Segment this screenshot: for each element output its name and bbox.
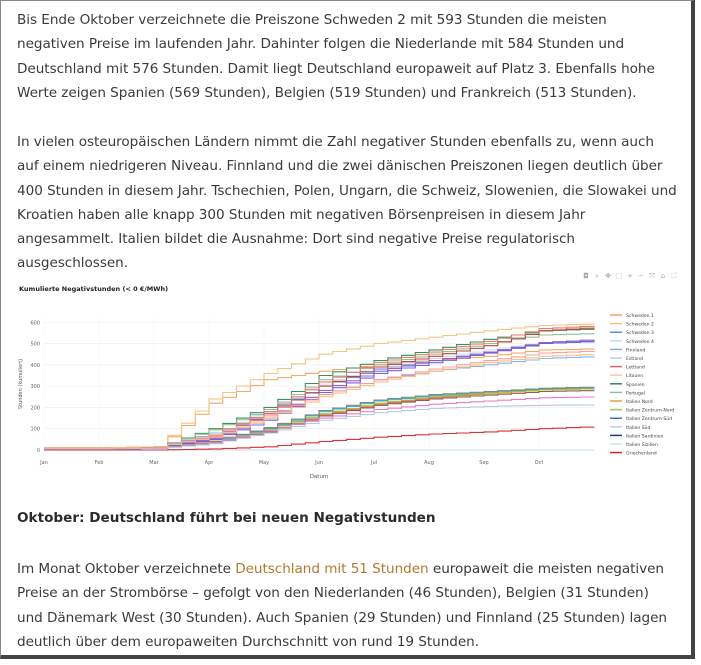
legend-entry[interactable]: Schweden 2 [626, 322, 654, 328]
y-tick-label: 500 [30, 341, 40, 348]
y-axis-title: Stunden (kumuliert) [18, 358, 24, 410]
legend-entry[interactable]: Schweden 1 [626, 314, 654, 319]
paragraph-october-lead: Im Monat Oktober verzeichnete [17, 561, 236, 577]
x-tick-label: Feb [94, 460, 104, 466]
legend-entry[interactable]: Italien Zentrum-Nord [626, 408, 675, 414]
x-tick-label: May [258, 460, 270, 466]
legend-entry[interactable]: Spanien [626, 382, 645, 388]
legend-entry[interactable]: Schweden 4 [626, 339, 654, 345]
legend-entry[interactable]: Italien Sardinien [626, 434, 664, 440]
legend-entry[interactable]: Litauen [626, 374, 644, 380]
paragraph-eastern-europe: In vielen osteuropäischen Ländern nimmt die Zahl negativer Stunden ebenfalls zu, wenn auch auf einem niedrigeren Niveau. Finnland und die zwei dänischen Preiszonen liegen deutlich über 400 Stunden in diesem Jahr. Tschechien, Polen, Ungarn, die Schweiz, Slowenien, die Slowakei und Kroatien haben alle knapp 300 Stunden mit negativen Börsenpreisen in diesem Jahr angesammelt. Italien bildet die Ausnahme: Dort sind negative Preise regulatorisch ausgeschlossen. [17, 134, 677, 272]
y-tick-label: 200 [30, 405, 40, 412]
zoom-icon[interactable]: ⌕ [595, 272, 599, 280]
reset-icon[interactable]: ⌂ [660, 272, 666, 280]
autoscale-icon[interactable]: ⤧ [649, 272, 655, 280]
x-tick-label: Mar [149, 460, 159, 466]
legend-entry[interactable]: Griechenland [626, 451, 657, 457]
x-axis-title: Datum [309, 474, 329, 480]
y-tick-label: 600 [30, 320, 40, 327]
paragraph-october-rest: europaweit die meisten negativen Preise an der Strombörse – gefolgt von den Niederlanden (46 Stunden), Belgien (31 Stunden) und Dänemark West (30 Stunden). Auch Spanien (29 Stunden) und Finnland (25 Stunden) lagen deutlich über dem europaweiten Durchschnitt von rund 19 Stunden. [17, 561, 667, 650]
chart-title: Kumulierte Negativstunden (< 0 €/MWh) [19, 285, 169, 293]
zoom-out-icon[interactable]: − [638, 272, 644, 280]
legend-entry[interactable]: Schweden 3 [626, 331, 654, 337]
section-subheading: Oktober: Deutschland führt bei neuen Negativstunden [17, 510, 436, 526]
select-icon[interactable]: ⬚ [615, 272, 623, 280]
zoom-in-icon[interactable]: + [627, 272, 633, 280]
legend-entry[interactable]: Estland [626, 357, 644, 362]
x-tick-label: Sep [479, 460, 489, 466]
camera-icon[interactable]: ◘ [583, 272, 589, 280]
deutschland-link[interactable]: Deutschland mit 51 Stunden [235, 561, 429, 577]
paragraph-intro: Bis Ende Oktober verzeichnete die Preiszone Schweden 2 mit 593 Stunden die meisten negativen Preise im laufenden Jahr. Dahinter folgen die Niederlande mit 584 Stunden und Deutschland mit 576 Stunden. Damit liegt Deutschland europaweit auf Platz 3. Ebenfalls hohe Werte zeigen Spanien (569 Stunden), Belgien (519 Stunden) und Frankreich (513 Stunden). [17, 12, 655, 101]
pan-icon[interactable]: ✥ [605, 272, 611, 280]
x-tick-label: Aug [424, 460, 434, 466]
legend-entry[interactable]: Italien Süd [626, 425, 651, 431]
x-tick-label: Jun [315, 460, 323, 466]
legend-entry[interactable]: Italien Nord [626, 400, 653, 405]
legend-entry[interactable]: Italien Sizilien [626, 443, 658, 448]
x-tick-label: Oct [534, 460, 544, 466]
paragraph-october [17, 557, 677, 654]
chart-container [14, 268, 682, 488]
legend-entry[interactable]: Italien Zentrum-Süd [626, 417, 673, 423]
x-tick-label: Jan [40, 460, 48, 466]
legend-entry[interactable]: Lettland [626, 365, 645, 371]
legend-entry[interactable]: Finnland [626, 348, 646, 354]
y-tick-label: 400 [30, 362, 40, 369]
x-tick-label: Apr [204, 460, 214, 466]
y-tick-label: 100 [30, 426, 40, 433]
fullscreen-icon[interactable]: ⛶ [671, 272, 677, 280]
y-tick-label: 300 [30, 384, 40, 391]
line-chart [14, 268, 682, 488]
x-tick-label: Jul [370, 460, 378, 466]
y-tick-label: 0 [36, 448, 40, 454]
legend-entry[interactable]: Portugal [626, 391, 646, 397]
